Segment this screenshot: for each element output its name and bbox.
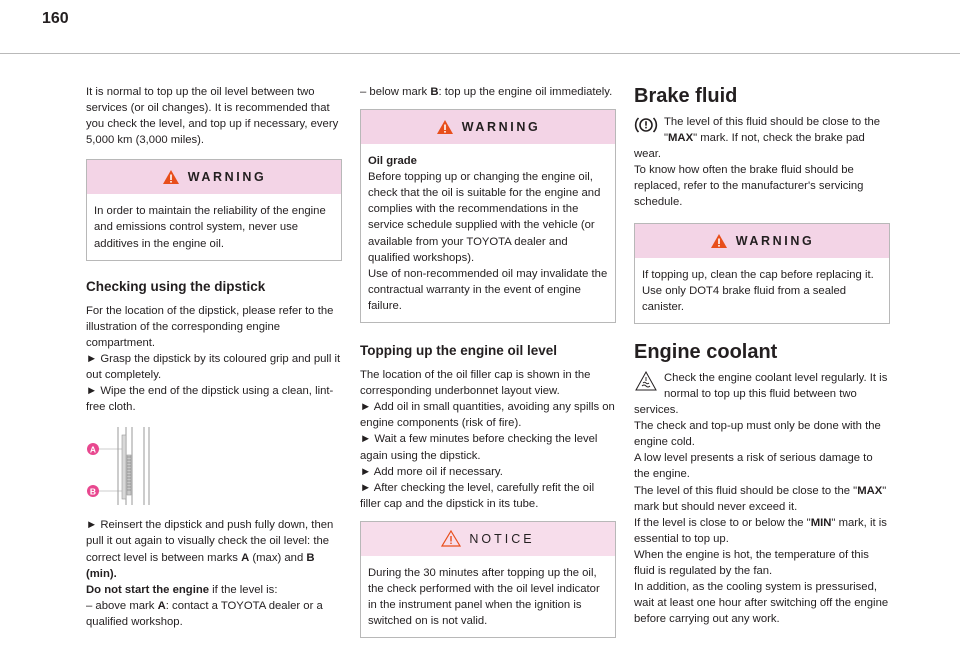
dipstick-step-grasp: ► Grasp the dipstick by its coloured grip and pull it out completely. bbox=[86, 352, 341, 382]
warning-header bbox=[635, 224, 889, 258]
coolant-check-text bbox=[634, 370, 890, 418]
warning-title: WARNING bbox=[461, 120, 541, 135]
column-left bbox=[86, 84, 342, 630]
above-mark-a: A bbox=[157, 599, 166, 612]
do-not-start-rest: if the level is: bbox=[209, 583, 278, 596]
below-pre: – below mark bbox=[360, 86, 431, 98]
notice-box bbox=[360, 521, 616, 638]
warning-body: If topping up, clean the cap before replacing it. Use only DOT4 brake fluid from a sealed canister. bbox=[642, 268, 874, 313]
warning-header bbox=[361, 110, 615, 144]
warning-title: WARNING bbox=[735, 233, 815, 248]
header-divider bbox=[0, 53, 960, 54]
warning-header bbox=[87, 160, 341, 194]
coolant-risk-text: A low level presents a risk of serious damage to the engine. bbox=[634, 452, 873, 481]
oil-intro-text: It is normal to top up the oil level between two services (or oil changes). It is recommended that you check the level, and top up if necessary, every 5,000 km (3,000 miles). bbox=[86, 86, 339, 147]
below-mark-text bbox=[360, 84, 616, 100]
topping-location-text: The location of the oil filler cap is shown in the corresponding underbonnet layout view. bbox=[360, 369, 591, 398]
coolant-min-pre: If the level is close to or below the " bbox=[634, 516, 811, 529]
brake-fluid-heading: Brake fluid bbox=[634, 85, 738, 107]
do-not-start-bold: Do not start the engine bbox=[86, 583, 210, 596]
coolant-max-text bbox=[634, 483, 890, 515]
topping-heading: Topping up the engine oil level bbox=[360, 343, 558, 359]
coolant-max-pre: The level of this fluid should be close to the " bbox=[634, 484, 858, 497]
dipstick-step-wipe: ► Wipe the end of the dipstick using a clean, lint-free cloth. bbox=[86, 385, 334, 414]
coolant-min-post: " mark, it is essential to top up. bbox=[634, 516, 887, 545]
reinsert-mark-a: A bbox=[241, 551, 250, 564]
dipstick-reinsert-text bbox=[86, 517, 342, 581]
warning-box-oil-grade bbox=[360, 109, 616, 323]
notice-triangle-icon bbox=[441, 530, 461, 547]
reinsert-pre: ► Reinsert the dipstick and push fully down, then pull it out again to visually check the oil level: the correct level is between marks bbox=[86, 519, 334, 564]
dipstick-illustration bbox=[86, 423, 176, 509]
warning-title: WARNING bbox=[187, 170, 267, 185]
coolant-pressure-text: In addition, as the cooling system is pressurised, wait at least one hour after switching off the engine before carrying out any work. bbox=[634, 581, 889, 626]
topping-step-more: ► Add more oil if necessary. bbox=[360, 465, 503, 478]
warning-triangle-icon bbox=[436, 119, 454, 135]
brake-text-post: " mark. If not, check the brake pad wear. bbox=[634, 132, 865, 161]
coolant-cold-text: The check and top-up must only be done with the engine cold. bbox=[634, 420, 881, 449]
coolant-max-label: MAX bbox=[857, 484, 883, 497]
topping-step-refit: ► After checking the level, carefully refit the oil filler cap and the dipstick in its tube. bbox=[360, 481, 595, 510]
dipstick-location-text: For the location of the dipstick, please refer to the illustration of the corresponding engine compartment. bbox=[86, 304, 334, 349]
topping-step-wait: ► Wait a few minutes before checking the level again using the dipstick. bbox=[360, 433, 598, 462]
warning-triangle-icon bbox=[710, 233, 728, 249]
below-rest: : top up the engine oil immediately. bbox=[438, 86, 613, 98]
warning-triangle-icon bbox=[162, 169, 180, 185]
below-mark-b: B bbox=[430, 86, 439, 98]
topping-step-add: ► Add oil in small quantities, avoiding any spills on engine components (risk of fire). bbox=[360, 401, 615, 430]
coolant-min-label: MIN bbox=[810, 516, 832, 529]
brake-fluid-schedule-text: To know how often the brake fluid should be replaced, refer to the manufacturer's servicing schedule. bbox=[634, 164, 864, 209]
notice-header bbox=[361, 522, 615, 556]
dipstick-mark-a: A bbox=[89, 444, 97, 455]
column-middle bbox=[360, 84, 616, 638]
column-right bbox=[634, 84, 890, 627]
oil-grade-warranty: Use of non-recommended oil may invalidate the contractual warranty in the event of engine failure. bbox=[368, 267, 608, 312]
notice-title: NOTICE bbox=[469, 531, 535, 546]
reinsert-mid: (max) and bbox=[249, 551, 307, 564]
do-not-start-text bbox=[86, 582, 342, 598]
hot-coolant-icon bbox=[634, 370, 658, 392]
brake-fluid-text bbox=[634, 114, 890, 162]
warning-body: In order to maintain the reliability of the engine and emissions control system, never use additives in the engine oil. bbox=[94, 205, 326, 250]
above-pre: – above mark bbox=[86, 599, 158, 612]
page-number: 160 bbox=[42, 10, 69, 27]
coolant-fan-text: When the engine is hot, the temperature of this fluid is regulated by the fan. bbox=[634, 548, 869, 577]
engine-coolant-heading: Engine coolant bbox=[634, 340, 778, 363]
coolant-line1: Check the engine coolant level regularly. It is normal to top up this fluid between two services. bbox=[634, 371, 888, 417]
dipstick-heading: Checking using the dipstick bbox=[86, 278, 266, 294]
brake-text-pre: The level of this fluid should be close to the " bbox=[664, 116, 881, 145]
brake-text-max: MAX bbox=[668, 132, 694, 145]
warning-box-brake bbox=[634, 223, 890, 324]
dipstick-mark-b: B bbox=[89, 486, 97, 497]
reinsert-mark-b: B (min). bbox=[86, 551, 315, 580]
above-rest: : contact a TOYOTA dealer or a qualified workshop. bbox=[86, 599, 323, 628]
warning-box-additives bbox=[86, 159, 342, 260]
notice-body: During the 30 minutes after topping up the oil, the check performed with the oil level indicator in the instrument panel when the ignition is switched on is not valid. bbox=[368, 566, 600, 628]
coolant-max-post: " mark but should never exceed it. bbox=[634, 484, 887, 513]
oil-grade-body: Before topping up or changing the engine oil, check that the oil is suitable for the engine and complies with the recommendations in the service schedule supplied with the vehicle (or available from your TOYOTA dealer and qualified workshops). bbox=[368, 171, 601, 264]
brake-warning-icon bbox=[634, 114, 658, 136]
coolant-min-text bbox=[634, 515, 890, 547]
above-mark-text bbox=[86, 598, 342, 630]
oil-grade-subtitle: Oil grade bbox=[368, 155, 417, 168]
